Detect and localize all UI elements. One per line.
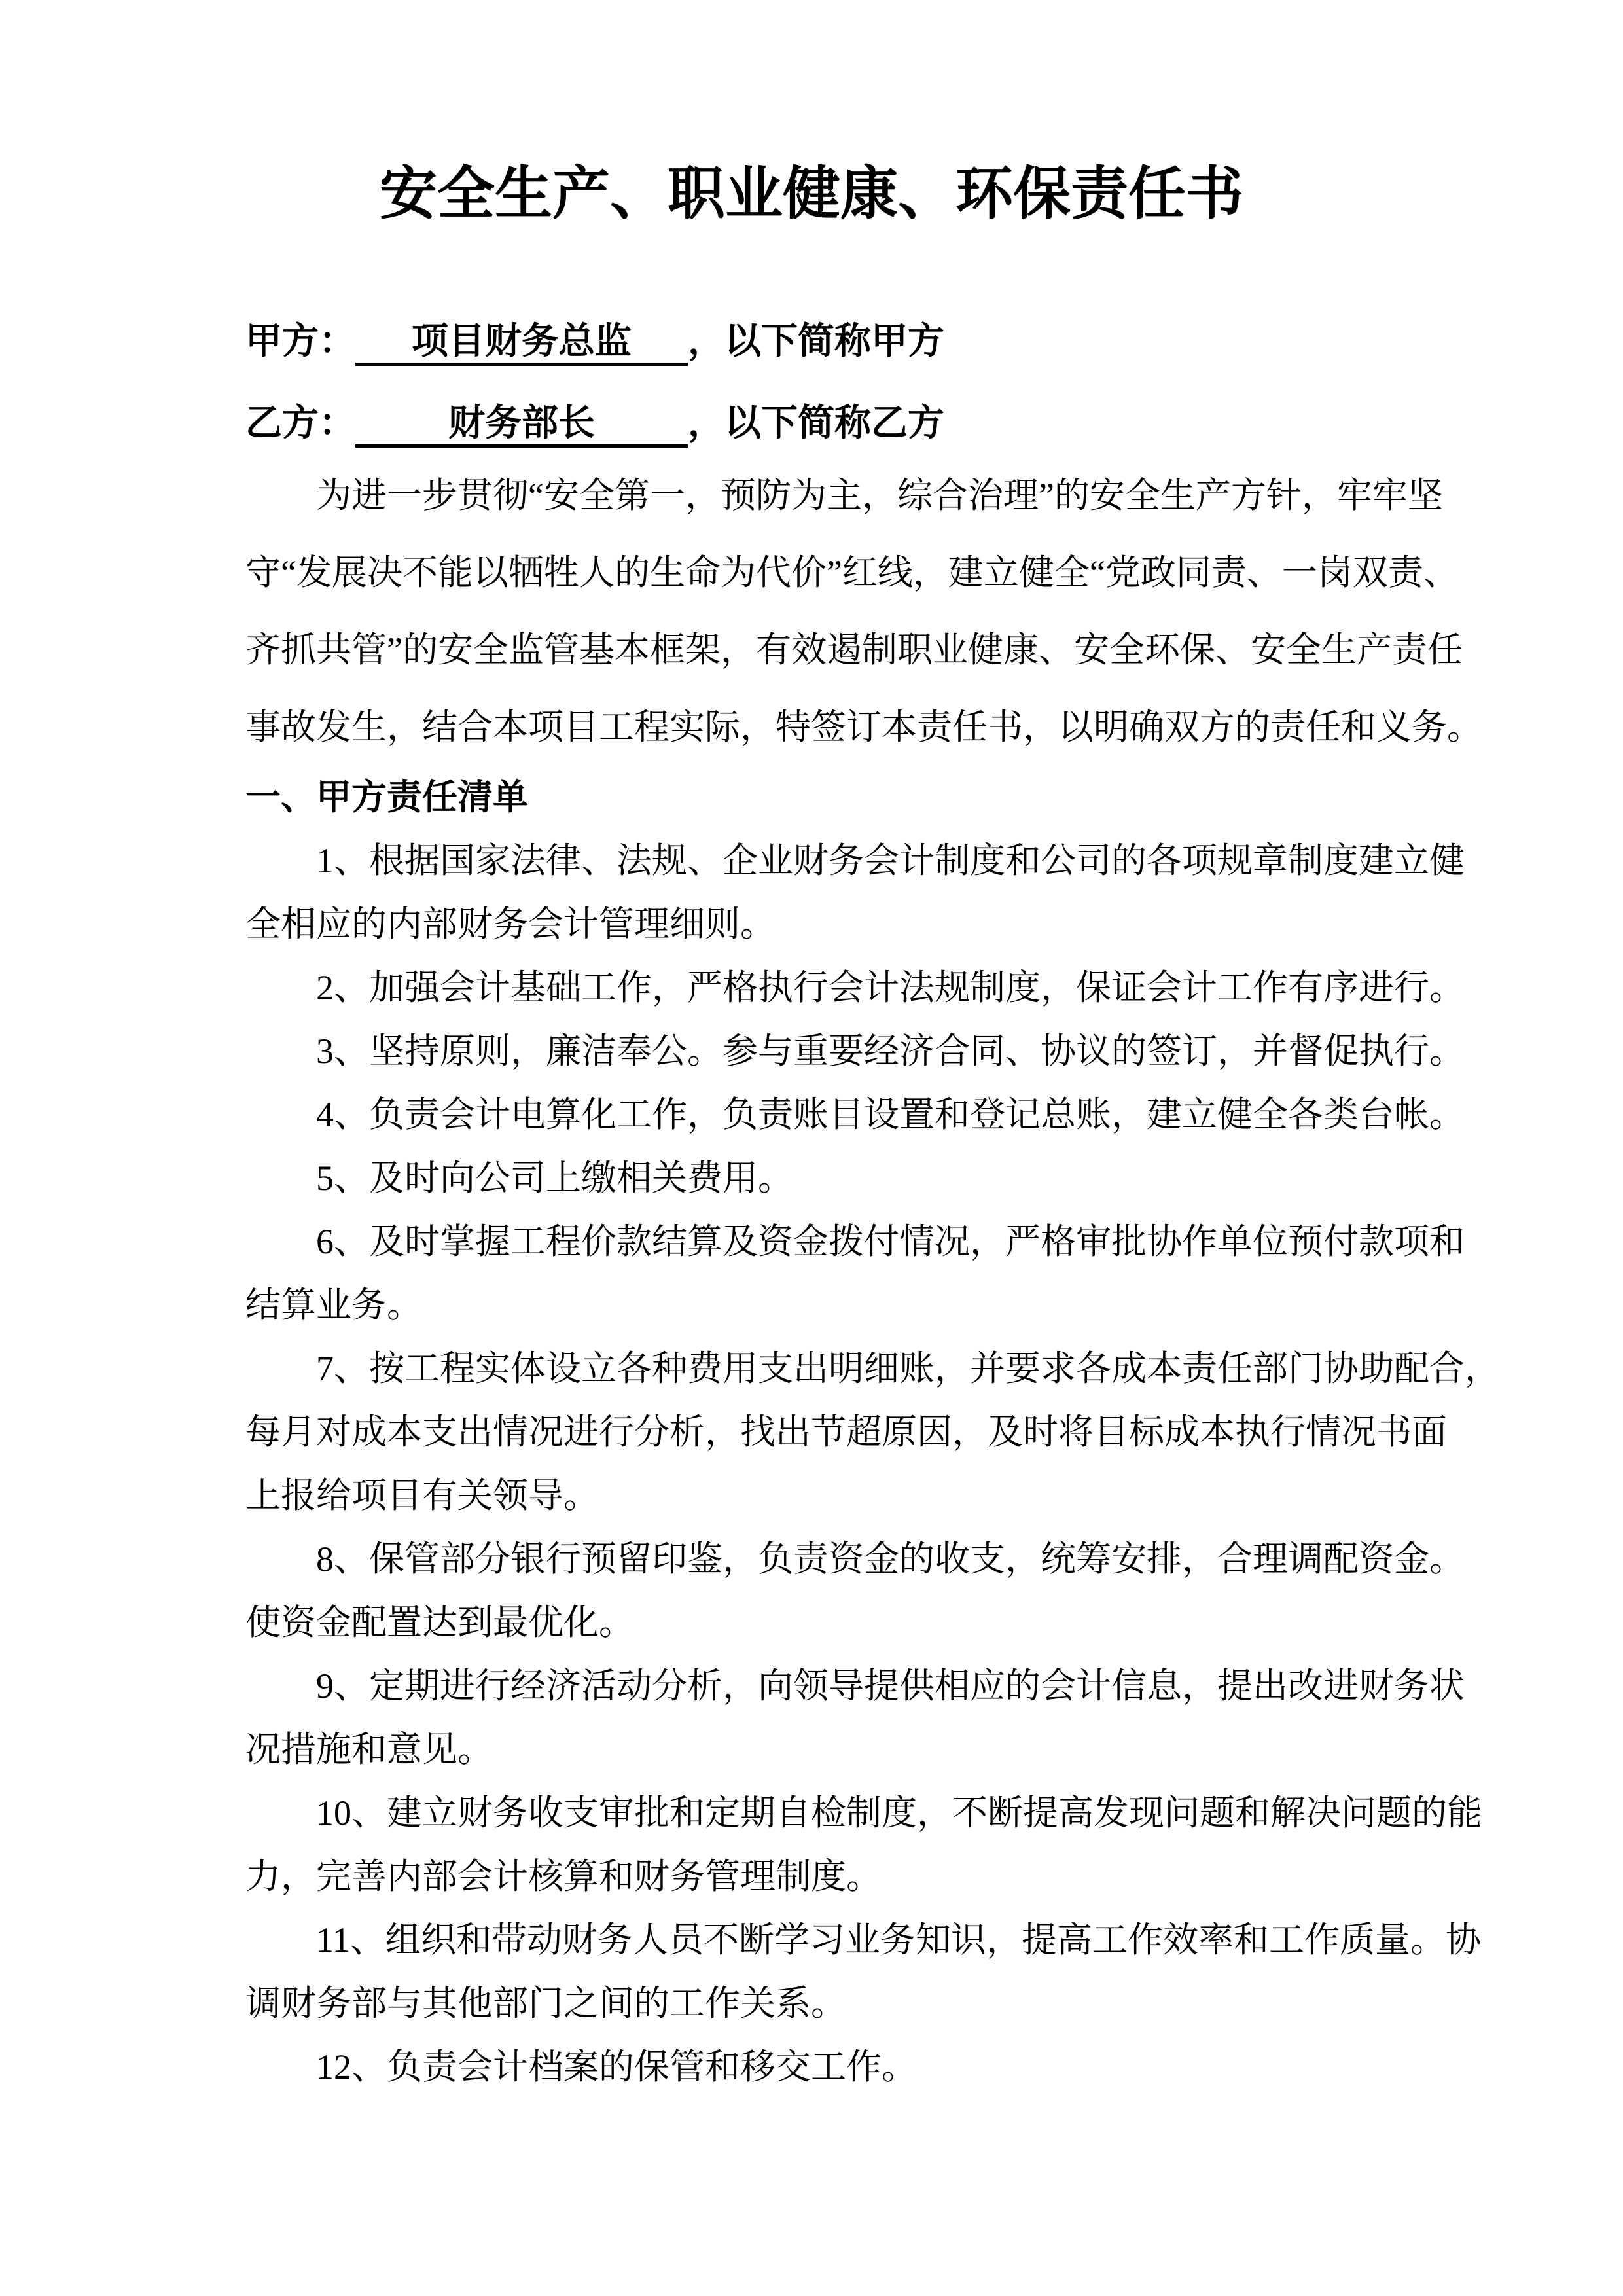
text-line: 为进一步贯彻“安全第一，预防为主，综合治理”的安全生产方针，牢牢坚 bbox=[316, 476, 1443, 515]
text-line: 4、负责会计电算化工作，负责账目设置和登记总账，建立健全各类台帐。 bbox=[316, 1095, 1465, 1134]
text-line: 9、定期进行经济活动分析，向领导提供相应的会计信息，提出改进财务状 bbox=[316, 1666, 1465, 1706]
party-a-suffix: ，以下简称甲方 bbox=[688, 321, 944, 362]
text-line: 5、及时向公司上缴相关费用。 bbox=[316, 1158, 793, 1198]
text-line: 2、加强会计基础工作，严格执行会计法规制度，保证会计工作有序进行。 bbox=[316, 968, 1465, 1007]
text-line: 齐抓共管”的安全监管基本框架，有效遏制职业健康、安全环保、安全生产责任 bbox=[245, 630, 1463, 670]
text-line: 3、坚持原则，廉洁奉公。参与重要经济合同、协议的签订，并督促执行。 bbox=[316, 1031, 1465, 1071]
text-line: 8、保管部分银行预留印鉴，负责资金的收支，统筹安排，合理调配资金。 bbox=[316, 1539, 1465, 1579]
text-line: 10、建立财务收支审批和定期自检制度，不断提高发现问题和解决问题的能 bbox=[316, 1793, 1482, 1833]
text-line: 7、按工程实体设立各种费用支出明细账，并要求各成本责任部门协助配合， bbox=[316, 1349, 1500, 1388]
text-line: 事故发生，结合本项目工程实际，特签订本责任书，以明确双方的责任和义务。 bbox=[245, 708, 1482, 747]
party-b-value: 财务部长 bbox=[448, 403, 595, 444]
text-line: 结算业务。 bbox=[245, 1285, 422, 1325]
text-line: 力，完善内部会计核算和财务管理制度。 bbox=[245, 1857, 882, 1896]
text-line: 守“发展决不能以牺牲人的生命为代价”红线，建立健全“党政同责、一岗双责、 bbox=[245, 553, 1459, 592]
party-b-suffix: ，以下简称乙方 bbox=[688, 403, 944, 444]
party-a-fill-in-blank bbox=[355, 321, 688, 366]
text-line: 6、及时掌握工程价款结算及资金拨付情况，严格审批协作单位预付款项和 bbox=[316, 1222, 1465, 1261]
party-a-value: 项目财务总监 bbox=[412, 321, 632, 362]
section-heading: 一、甲方责任清单 bbox=[245, 778, 528, 817]
text-line: 1、根据国家法律、法规、企业财务会计制度和公司的各项规章制度建立健 bbox=[316, 841, 1465, 880]
party-b-fill-in-blank bbox=[355, 403, 688, 448]
text-line: 使资金配置达到最优化。 bbox=[245, 1603, 634, 1642]
text-line: 全相应的内部财务会计管理细则。 bbox=[245, 905, 776, 944]
text-line: 每月对成本支出情况进行分析，找出节超原因，及时将目标成本执行情况书面 bbox=[245, 1412, 1447, 1452]
party-a-line bbox=[245, 321, 1410, 366]
text-line: 调财务部与其他部门之间的工作关系。 bbox=[245, 1984, 846, 2023]
text-line: 11、组织和带动财务人员不断学习业务知识，提高工作效率和工作质量。协 bbox=[316, 1920, 1481, 1960]
responsibility-list bbox=[245, 829, 1500, 2099]
document-title: 安全生产、职业健康、环保责任书 bbox=[379, 163, 1243, 226]
party-a-label: 甲方： bbox=[245, 321, 355, 362]
intro-paragraph bbox=[245, 457, 1482, 766]
text-line: 12、负责会计档案的保管和移交工作。 bbox=[316, 2047, 917, 2087]
text-line: 况措施和意见。 bbox=[245, 1730, 493, 1769]
party-b-label: 乙方： bbox=[245, 403, 355, 444]
party-b-line bbox=[245, 403, 1410, 448]
text-line: 上报给项目有关领导。 bbox=[245, 1476, 599, 1515]
